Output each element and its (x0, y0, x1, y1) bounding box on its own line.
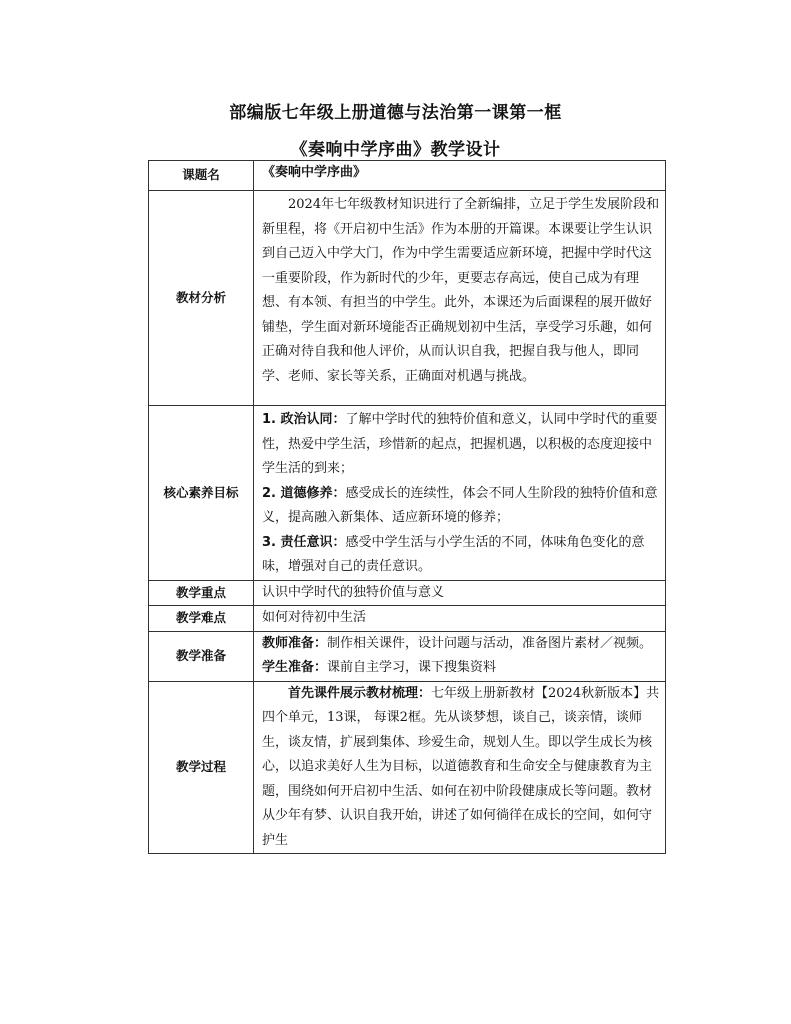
analysis-text: 2024年七年级教材知识进行了全新编排，立足于学生发展阶段和新里程，将《开启初中生活》作为本册的开篇课。本课要让学生认识到自己迈入中学大门，作为中学生需要适应新环境，把握中学时代这一重要阶段，作为新时代的少年，更要志存高远，使自己成为有理想、有本领、有担当的中学生。此外，本课还为后面课程的展开做好铺垫，学生面对新环境能否正确规划初中生活，享受学习乐趣，如何正确对待自我和他人评价，从而认识自我，把握自我与他人，即同学、老师、家长等关系，正确面对机遇与挑战。 (262, 197, 660, 384)
goal-item (262, 482, 660, 531)
table-row-goals (149, 406, 666, 581)
process-text: 七年级上册新教材【2024秋新版本】共四个单元，13课， 每课2框。先从谈梦想，谈自己，谈亲情，谈师生，谈友情，扩展到集体、珍爱生命，规划人生。即以学生成长为核心，以追求美好人生为目标，以道德教育和生命安全与健康教育为主题，围绕如何开启初中生活、如何在初中阶段健康成长等问题。教材从少年有梦、认识自我开始，讲述了如何徜徉在成长的空间，如何守护生 (262, 685, 660, 848)
table-row-process (149, 681, 666, 854)
key-points-value: 认识中学时代的独特价值与意义 (254, 580, 666, 606)
lesson-plan-table (148, 160, 666, 854)
table-row-difficulties (149, 606, 666, 632)
row-label-process: 教学过程 (149, 681, 254, 854)
goal-heading: 1. 政治认同： (262, 412, 346, 427)
goal-text: 感受成长的连续性，体会不同人生阶段的独特价值和意义，提高融入新集体、适应新环境的修养； (262, 485, 658, 525)
row-label-analysis: 教材分析 (149, 191, 254, 406)
student-preparation (262, 656, 660, 681)
goals-cell (254, 406, 666, 581)
goal-item (262, 531, 660, 580)
row-label-key-points: 教学重点 (149, 580, 254, 606)
student-prep-heading: 学生准备： (262, 660, 328, 675)
row-label-subject: 课题名 (149, 161, 254, 191)
row-label-preparation: 教学准备 (149, 631, 254, 681)
teacher-prep-text: 制作相关课件，设计问题与活动，准备图片素材／视频。 (327, 635, 653, 651)
teacher-preparation (262, 632, 660, 657)
goal-text: 感受中学生活与小学生活的不同，体味角色变化的意味，增强对自己的责任意识。 (262, 534, 645, 574)
table-row-analysis (149, 191, 666, 406)
difficulties-value: 如何对待初中生活 (254, 606, 666, 632)
process-paragraph (262, 682, 660, 854)
goal-text: 了解中学时代的独特价值和意义，认同中学时代的重要性，热爱中学生活，珍惜新的起点，把握机遇，以积极的态度迎接中学生活的到来； (262, 412, 658, 476)
goal-heading: 2. 道德修养： (262, 485, 346, 501)
document-title: 部编版七年级上册道德与法治第一课第一框 (229, 103, 562, 123)
goal-item (262, 408, 660, 482)
row-label-difficulties: 教学难点 (149, 606, 254, 632)
row-label-goals: 核心素养目标 (149, 406, 254, 581)
document-subtitle: 《奏响中学序曲》教学设计 (290, 140, 501, 160)
process-cell (254, 681, 666, 854)
table-row-preparation (149, 631, 666, 681)
subject-value: 《奏响中学序曲》 (254, 161, 666, 191)
table-row-subject (149, 161, 666, 191)
table-row-key-points (149, 580, 666, 606)
teacher-prep-heading: 教师准备： (262, 635, 328, 651)
student-prep-text: 课前自主学习，课下搜集资料 (327, 660, 497, 675)
preparation-cell (254, 631, 666, 681)
process-heading: 首先课件展示教材梳理： (288, 685, 432, 701)
analysis-cell (254, 191, 666, 406)
goal-heading: 3. 责任意识： (262, 534, 346, 550)
